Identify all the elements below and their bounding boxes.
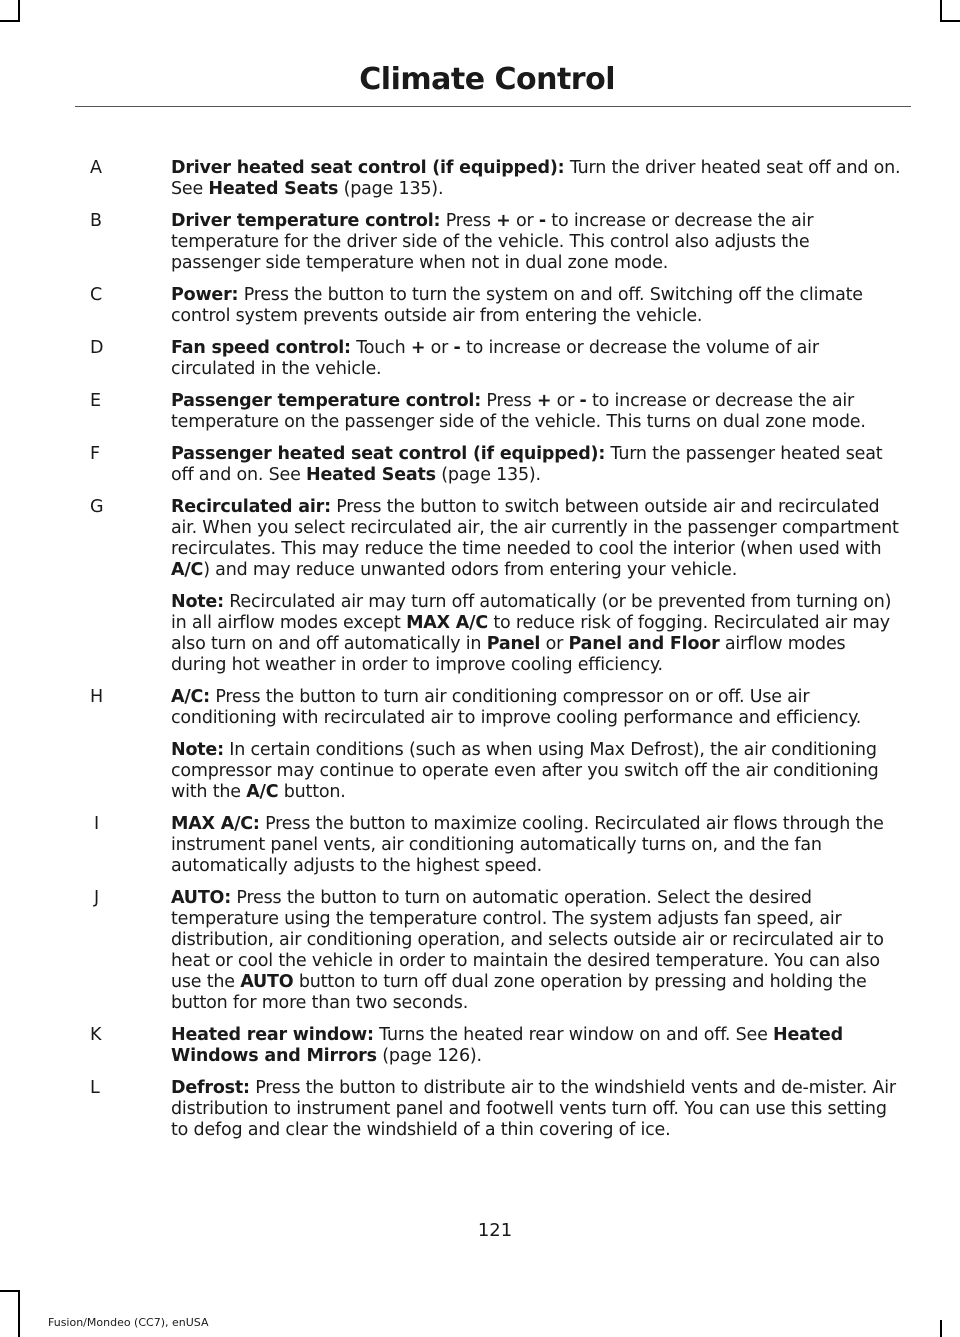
list-item	[90, 1078, 902, 1141]
emphasis-text: +	[410, 338, 426, 358]
list-item	[90, 814, 902, 877]
body-text: airflow modes during hot weather in order to improve cooling efficiency.	[171, 634, 846, 675]
item-description	[171, 391, 902, 433]
crop-mark	[0, 20, 20, 22]
body-text: (page 135).	[435, 465, 541, 485]
crop-mark	[18, 1290, 20, 1337]
description-paragraph	[171, 1078, 902, 1141]
item-description	[171, 687, 902, 803]
definition-list	[90, 158, 902, 1152]
emphasis-text: Panel	[486, 634, 541, 654]
body-text: or	[425, 338, 454, 358]
body-text: button to turn off dual zone operation by pressing and holding the button for more than two seconds.	[171, 972, 867, 1013]
crop-mark	[940, 20, 960, 22]
body-text: or	[540, 634, 569, 654]
body-text: ) and may reduce unwanted odors from entering your vehicle.	[203, 560, 738, 580]
description-paragraph	[171, 391, 902, 433]
item-term: Note:	[171, 592, 224, 612]
item-description	[171, 444, 902, 486]
item-term: Recirculated air:	[171, 497, 331, 517]
body-text: Press the button to maximize cooling. Recirculated air flows through the instrument panel vents, air conditioning automatically turns on, and the fan automatically adjusts to the highest speed.	[171, 814, 884, 876]
body-text: (page 135).	[338, 179, 444, 199]
item-letter: I	[94, 814, 100, 834]
body-text: Turns the heated rear window on and off. See	[373, 1025, 774, 1045]
item-letter: C	[90, 285, 103, 305]
item-term: A/C:	[171, 687, 210, 707]
body-text: Turn the driver heated seat off and on. See	[171, 158, 901, 199]
item-term: MAX A/C:	[171, 814, 260, 834]
description-paragraph	[171, 497, 902, 581]
body-text: (page 126).	[376, 1046, 482, 1066]
emphasis-text: Panel and Floor	[568, 634, 720, 654]
item-term: Defrost:	[171, 1078, 250, 1098]
item-letter: K	[90, 1025, 102, 1045]
item-letter: D	[90, 338, 104, 358]
crop-mark	[0, 1290, 20, 1292]
description-paragraph	[171, 285, 902, 327]
body-text: Recirculated air may turn off automatically (or be prevented from turning on) in all airflow modes except	[171, 592, 892, 633]
item-term: AUTO:	[171, 888, 232, 908]
list-item	[90, 888, 902, 1014]
crop-mark	[940, 1320, 942, 1337]
item-description	[171, 285, 902, 327]
list-item	[90, 158, 902, 200]
item-term: Driver temperature control:	[171, 211, 441, 231]
body-text: Press the button to switch between outside air and recirculated air. When you select recirculated air, the air currently in the passenger compartment recirculates. This may reduce the time needed to cool the interior (when used with	[171, 497, 899, 559]
emphasis-text: -	[538, 211, 546, 231]
page-number: 121	[477, 1220, 513, 1241]
item-description	[171, 814, 902, 877]
emphasis-text: Heated Seats	[208, 179, 339, 199]
description-paragraph	[171, 211, 902, 274]
body-text: button.	[278, 782, 346, 802]
list-item	[90, 211, 902, 274]
emphasis-text: A/C	[246, 782, 279, 802]
body-text: or	[551, 391, 580, 411]
body-text: Press the button to distribute air to the windshield vents and de-mister. Air distribution to instrument panel and footwell vents turn off. You can use this setting to defog and clear the windshield of a thin covering of ice.	[171, 1078, 896, 1140]
emphasis-text: -	[453, 338, 461, 358]
item-description	[171, 1078, 902, 1141]
item-term: Heated rear window:	[171, 1025, 374, 1045]
emphasis-text: AUTO	[240, 972, 294, 992]
description-paragraph	[171, 338, 902, 380]
list-item	[90, 391, 902, 433]
emphasis-text: +	[536, 391, 552, 411]
body-text: Touch	[350, 338, 411, 358]
list-item	[90, 1025, 902, 1067]
description-paragraph	[171, 444, 902, 486]
list-item	[90, 687, 902, 803]
title-divider	[75, 106, 911, 107]
item-term: Fan speed control:	[171, 338, 351, 358]
description-paragraph	[171, 740, 902, 803]
item-description	[171, 497, 902, 676]
emphasis-text: +	[496, 211, 511, 231]
item-letter: H	[90, 687, 104, 707]
body-text: to increase or decrease the air temperature for the driver side of the vehicle. This control also adjusts the passenger side temperature when not in dual zone mode.	[171, 211, 814, 273]
body-text: or	[510, 211, 539, 231]
description-paragraph	[171, 1025, 902, 1067]
crop-mark	[940, 0, 942, 20]
item-letter: J	[94, 888, 100, 908]
description-paragraph	[171, 888, 902, 1014]
item-term: Note:	[171, 740, 224, 760]
list-item	[90, 338, 902, 380]
description-paragraph	[171, 814, 902, 877]
list-item	[90, 444, 902, 486]
list-item	[90, 497, 902, 676]
item-description	[171, 211, 902, 274]
emphasis-text: A/C	[171, 560, 204, 580]
item-description	[171, 338, 902, 380]
description-paragraph	[171, 158, 902, 200]
body-text: Press the button to turn air conditioning compressor on or off. Use air conditioning with recirculated air to improve cooling performance and efficiency.	[171, 687, 862, 728]
emphasis-text: Heated Windows and Mirrors	[171, 1025, 843, 1066]
list-item	[90, 285, 902, 327]
body-text: Press	[440, 211, 497, 231]
body-text: In certain conditions (such as when using Max Defrost), the air conditioning compressor may continue to operate even after you switch off the air conditioning with the	[171, 740, 879, 802]
footer-text: Fusion/Mondeo (CC7), enUSA	[48, 1316, 209, 1329]
description-paragraph	[171, 687, 902, 729]
body-text: to increase or decrease the air temperature on the passenger side of the vehicle. This turns on dual zone mode.	[171, 391, 866, 432]
item-term: Driver heated seat control (if equipped):	[171, 158, 565, 178]
body-text: Turn the passenger heated seat off and on. See	[171, 444, 883, 485]
body-text: to reduce risk of fogging. Recirculated air may also turn on and off automatically in	[171, 613, 890, 654]
body-text: Press the button to turn the system on and off. Switching off the climate control system prevents outside air from entering the vehicle.	[171, 285, 863, 326]
item-letter: E	[90, 391, 102, 411]
item-letter: L	[90, 1078, 100, 1098]
item-letter: G	[90, 497, 104, 517]
body-text: Press the button to turn on automatic operation. Select the desired temperature using the temperature control. The system adjusts fan speed, air distribution, air conditioning operation, and selects outside air or recirculated air to heat or cool the vehicle in order to maintain the desired temperature. You can also use the	[171, 888, 884, 992]
item-term: Power:	[171, 285, 239, 305]
item-description	[171, 158, 902, 200]
item-letter: B	[90, 211, 103, 231]
crop-mark	[18, 0, 20, 20]
item-letter: F	[90, 444, 101, 464]
item-letter: A	[90, 158, 102, 178]
item-term: Passenger heated seat control (if equipped):	[171, 444, 606, 464]
page-title: Climate Control	[359, 62, 615, 97]
item-description	[171, 1025, 902, 1067]
emphasis-text: -	[579, 391, 587, 411]
body-text: to increase or decrease the volume of air circulated in the vehicle.	[171, 338, 819, 379]
description-paragraph	[171, 592, 902, 676]
emphasis-text: MAX A/C	[406, 613, 488, 633]
item-description	[171, 888, 902, 1014]
item-term: Passenger temperature control:	[171, 391, 482, 411]
body-text: Press	[481, 391, 537, 411]
emphasis-text: Heated Seats	[306, 465, 436, 485]
